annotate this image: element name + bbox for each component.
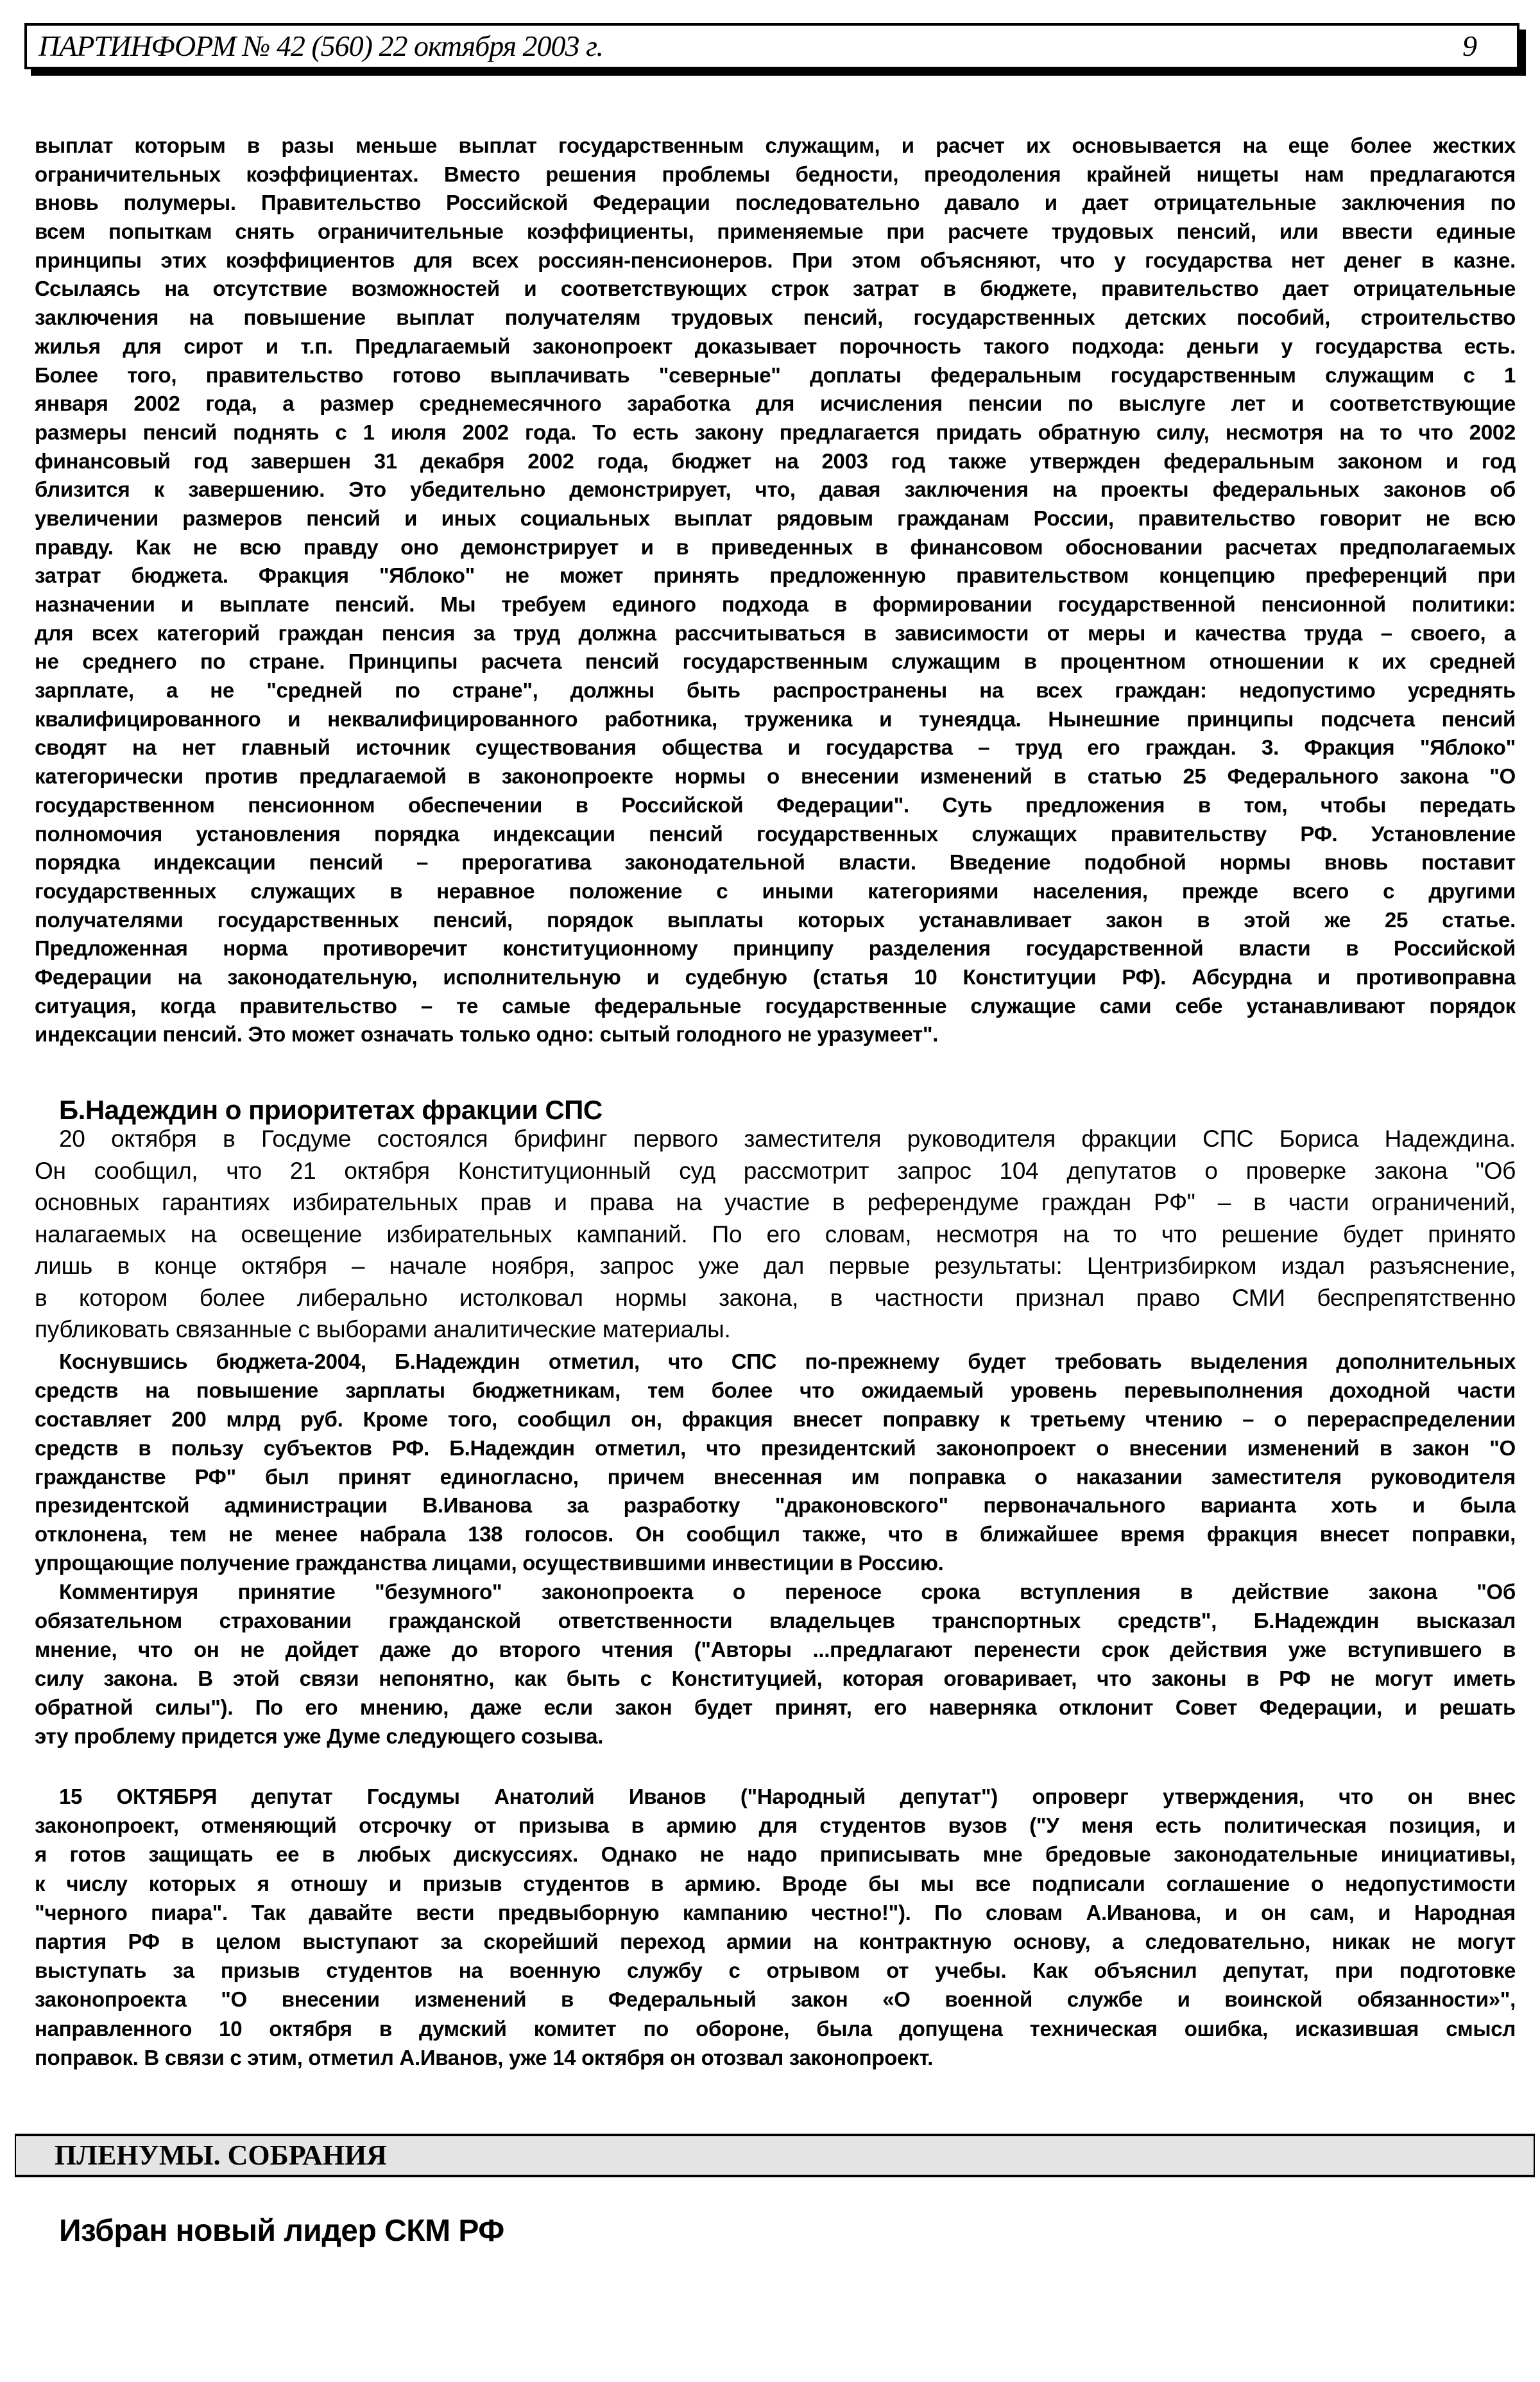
- text-line: государственных служащих в неравное положение с иными категориями населения, прежде всего с другими: [35, 878, 1516, 903]
- text-line: принципы этих коэффициентов для всех россиян-пенсионеров. При этом объясняют, что у государства нет денег в казне.: [35, 248, 1516, 272]
- page-header: [24, 23, 1519, 69]
- text-line: затрат бюджета. Фракция "Яблоко" не может принять предложенную правительством концепцию преференций при: [35, 563, 1516, 588]
- section-banner-title: ПЛЕНУМЫ. СОБРАНИЯ: [55, 2139, 387, 2171]
- text-line: увеличении размеров пенсий и иных социальных выплат рядовым гражданам России, правительство говорит не всю: [35, 506, 1516, 530]
- text-line: силу закона. В этой связи непонятно, как быть с Конституцией, которая оговаривает, что законы в РФ не могут иметь: [35, 1666, 1516, 1690]
- article-paragraph: [35, 1348, 1516, 1578]
- text-line: Он сообщил, что 21 октября Конституционный суд рассмотрит запрос 104 депутатов о проверке закона "Об: [35, 1157, 1516, 1184]
- text-line: близится к завершению. Это убедительно демонстрирует, что, давая заключения на проекты федеральных законов об: [35, 477, 1516, 502]
- page-number: 9: [1462, 30, 1477, 62]
- text-line: финансовый год завершен 31 декабря 2002 года, бюджет на 2003 год также утвержден федеральным законом и год: [35, 449, 1516, 473]
- text-line: президентской администрации В.Иванова за разработку "драконовского" первоначального варианта хоть и была: [35, 1493, 1516, 1518]
- text-line: партия РФ в целом выступают за скорейший переход армии на контрактную основу, а следовательно, никак не могут: [35, 1929, 1516, 1953]
- text-line: гражданстве РФ" был принят единогласно, причем внесенная им поправка о наказании заместителя руководителя: [35, 1464, 1516, 1489]
- text-line: законопроект, отменяющий отсрочку от призыва в армию для студентов вузов ("У меня есть политическая позиция, и: [35, 1813, 1516, 1838]
- article-heading: Б.Надеждин о приоритетах фракции СПС: [59, 1095, 603, 1125]
- text-line: налагаемых на освещение избирательных кампаний. По его словам, несмотря на то что решение будет принято: [35, 1221, 1516, 1247]
- text-line: жилья для сирот и т.п. Предлагаемый законопроект доказывает порочность такого подхода: деньги у государства есть.: [35, 334, 1516, 358]
- section-banner: [15, 2134, 1535, 2177]
- text-line: публиковать связанные с выборами аналитические материалы.: [35, 1316, 731, 1342]
- text-line: всем попыткам снять ограничительные коэффициенты, применяемые при расчете трудовых пенсий, или ввести единые: [35, 219, 1516, 244]
- text-line: Ссылаясь на отсутствие возможностей и соответствующих строк затрат в бюджете, правительство дает отрицательные: [35, 277, 1516, 301]
- text-line: Федерации на законодательную, исполнительную и судебную (статья 10 Конституции РФ). Абсурдна и противоправна: [35, 964, 1516, 989]
- text-line: индексации пенсий. Это может означать только одно: сытый голодного не уразумеет".: [35, 1022, 939, 1047]
- text-line: упрощающие получение гражданства лицами, осуществившими инвестиции в Россию.: [35, 1551, 944, 1575]
- text-line: средств в пользу субъектов РФ. Б.Надеждин отметил, что президентский законопроект о внесении изменений в закон "О: [35, 1435, 1516, 1460]
- article-paragraphs: [35, 1348, 1516, 1751]
- text-line: Более того, правительство готово выплачивать "северные" доплаты федеральным государственным служащим с 1: [35, 363, 1516, 387]
- text-line: размеры пенсий поднять с 1 июля 2002 года. То есть закону предлагается придать обратную силу, несмотря на то что 2002: [35, 420, 1516, 444]
- text-line: поправок. В связи с этим, отметил А.Иванов, уже 14 октября он отозвал законопроект.: [35, 2045, 934, 2069]
- text-line: вновь полумеры. Правительство Российской Федерации последовательно давало и дает отрицательные заключения по: [35, 191, 1516, 215]
- text-line: заключения на повышение выплат получателям трудовых пенсий, государственных детских пособий, строительство: [35, 305, 1516, 330]
- text-line: зарплате, а не "средней по стране", должны быть распространены на всех граждан: недопустимо усреднять: [35, 678, 1516, 703]
- text-line: отклонена, тем не менее набрала 138 голосов. Он сообщил также, что в ближайшее время фракция внесет поправки,: [35, 1522, 1516, 1547]
- text-line: лишь в конце октября – начале ноября, запрос уже дал первые результаты: Центризбирком издал разъяснение,: [35, 1253, 1516, 1279]
- text-line: Коснувшись бюджета-2004, Б.Надеждин отметил, что СПС по-прежнему будет требовать выделения дополнительных: [59, 1350, 1516, 1373]
- text-line: полномочия установления порядка индексации пенсий государственных служащих правительству РФ. Установление: [35, 821, 1516, 846]
- text-line: обязательном страховании гражданской ответственности владельцев транспортных средств", Б.Надеждин высказал: [35, 1609, 1516, 1633]
- article-paragraph: [35, 1578, 1516, 1751]
- text-line: основных гарантиях избирательных прав и права на участие в референдуме граждан РФ" – в части ограничений,: [35, 1189, 1516, 1215]
- text-line: обратной силы"). По его мнению, даже если закон будет принят, его наверняка отклонит Совет Федерации, и решать: [35, 1695, 1516, 1719]
- article-heading: Избран новый лидер СКМ РФ: [59, 2214, 504, 2248]
- text-line: категорически против предлагаемой в законопроекте нормы о внесении изменений в статью 25 Федерального закона "О: [35, 764, 1516, 789]
- text-line: выступать за призыв студентов на военную службу с отрывом от учебы. Как объяснил депутат, при подготовке: [35, 1958, 1516, 1983]
- text-line: выплат которым в разы меньше выплат государственным служащим, и расчет их основывается на еще более жестких: [35, 133, 1516, 157]
- article-paragraph: [35, 1123, 1516, 1346]
- text-line: Комментируя принятие "безумного" законопроекта о переносе срока вступления в действие закона "Об: [59, 1580, 1516, 1604]
- text-line: для всех категорий граждан пенсия за труд должна рассчитываться в зависимости от меры и качества труда – своего, а: [35, 621, 1516, 645]
- text-line: составляет 200 млрд руб. Кроме того, сообщил он, фракция внесет поправку к третьему чтению – о перераспределении: [35, 1407, 1516, 1431]
- text-line: порядка индексации пенсий – прерогатива законодательной власти. Введение подобной нормы вновь поставит: [35, 850, 1516, 875]
- text-line: направленного 10 октября в думский комитет по обороне, была допущена техническая ошибка, исказившая смысл: [35, 2016, 1516, 2041]
- text-line: назначении и выплате пенсий. Мы требуем единого подхода в формировании государственной пенсионной политики:: [35, 592, 1516, 616]
- text-line: в котором более либерально истолковал нормы закона, в частности признал право СМИ беспрепятственно: [35, 1284, 1516, 1311]
- text-line: 15 ОКТЯБРЯ депутат Госдумы Анатолий Иванов ("Народный депутат") опроверг утверждения, что он внес: [59, 1785, 1516, 1808]
- text-line: сводят на нет главный источник существования общества и государства – труд его граждан. 3. Фракция "Яблоко": [35, 735, 1516, 760]
- article-paragraph: [35, 1782, 1516, 2072]
- text-line: 20 октября в Госдуме состоялся брифинг первого заместителя руководителя фракции СПС Бориса Надеждина.: [59, 1126, 1516, 1152]
- text-line: января 2002 года, а размер среднемесячного заработка для исчисления пенсии по выслуге лет и соответствующие: [35, 391, 1516, 416]
- text-line: я готов защищать ее в любых дискуссиях. Однако не надо приписывать мне бредовые законодательные инициативы,: [35, 1842, 1516, 1867]
- text-line: "черного пиара". Так давайте вести предвыборную кампанию честно!"). По словам А.Иванова, и он сам, и Народная: [35, 1900, 1516, 1924]
- text-line: Предложенная норма противоречит конституционному принципу разделения государственной власти в Российской: [35, 936, 1516, 961]
- publication-title: ПАРТИНФОРМ № 42 (560) 22 октября 2003 г.: [38, 30, 603, 62]
- article-paragraph: [35, 132, 1516, 1049]
- text-line: получателями государственных пенсий, порядок выплаты которых устанавливает закон в этой же 25 статье.: [35, 907, 1516, 932]
- text-line: законопроекта "О внесении изменений в Федеральный закон «О военной службе и воинской обязанности»",: [35, 1987, 1516, 2012]
- text-line: не среднего по стране. Принципы расчета пенсий государственным служащим в процентном отношении к их средней: [35, 649, 1516, 674]
- text-line: мнение, что он не дойдет даже до второго чтения ("Авторы ...предлагают перенести срок действия уже вступившего в: [35, 1637, 1516, 1661]
- text-line: государственном пенсионном обеспечении в Российской Федерации". Суть предложения в том, чтобы передать: [35, 793, 1516, 817]
- text-line: средств на повышение зарплаты бюджетникам, тем более что ожидаемый уровень перевыполнения доходной части: [35, 1378, 1516, 1402]
- text-line: эту проблему придется уже Думе следующего созыва.: [35, 1724, 604, 1748]
- text-line: квалифицированного и неквалифицированного работника, труженика и тунеядца. Нынешние принципы подсчета пенсий: [35, 707, 1516, 731]
- text-line: правду. Как не всю правду оно демонстрирует и в приведенных в финансовом обосновании расчетах предполагаемых: [35, 535, 1516, 559]
- text-line: ограничительных коэффициентах. Вместо решения проблемы бедности, преодоления крайней нищеты нам предлагаются: [35, 162, 1516, 186]
- text-line: к числу которых я отношу и призыв студентов в армию. Вроде бы мы все подписали соглашение о недопустимости: [35, 1871, 1516, 1896]
- text-line: ситуация, когда правительство – те самые федеральные государственные служащие сами себе устанавливают порядок: [35, 993, 1516, 1018]
